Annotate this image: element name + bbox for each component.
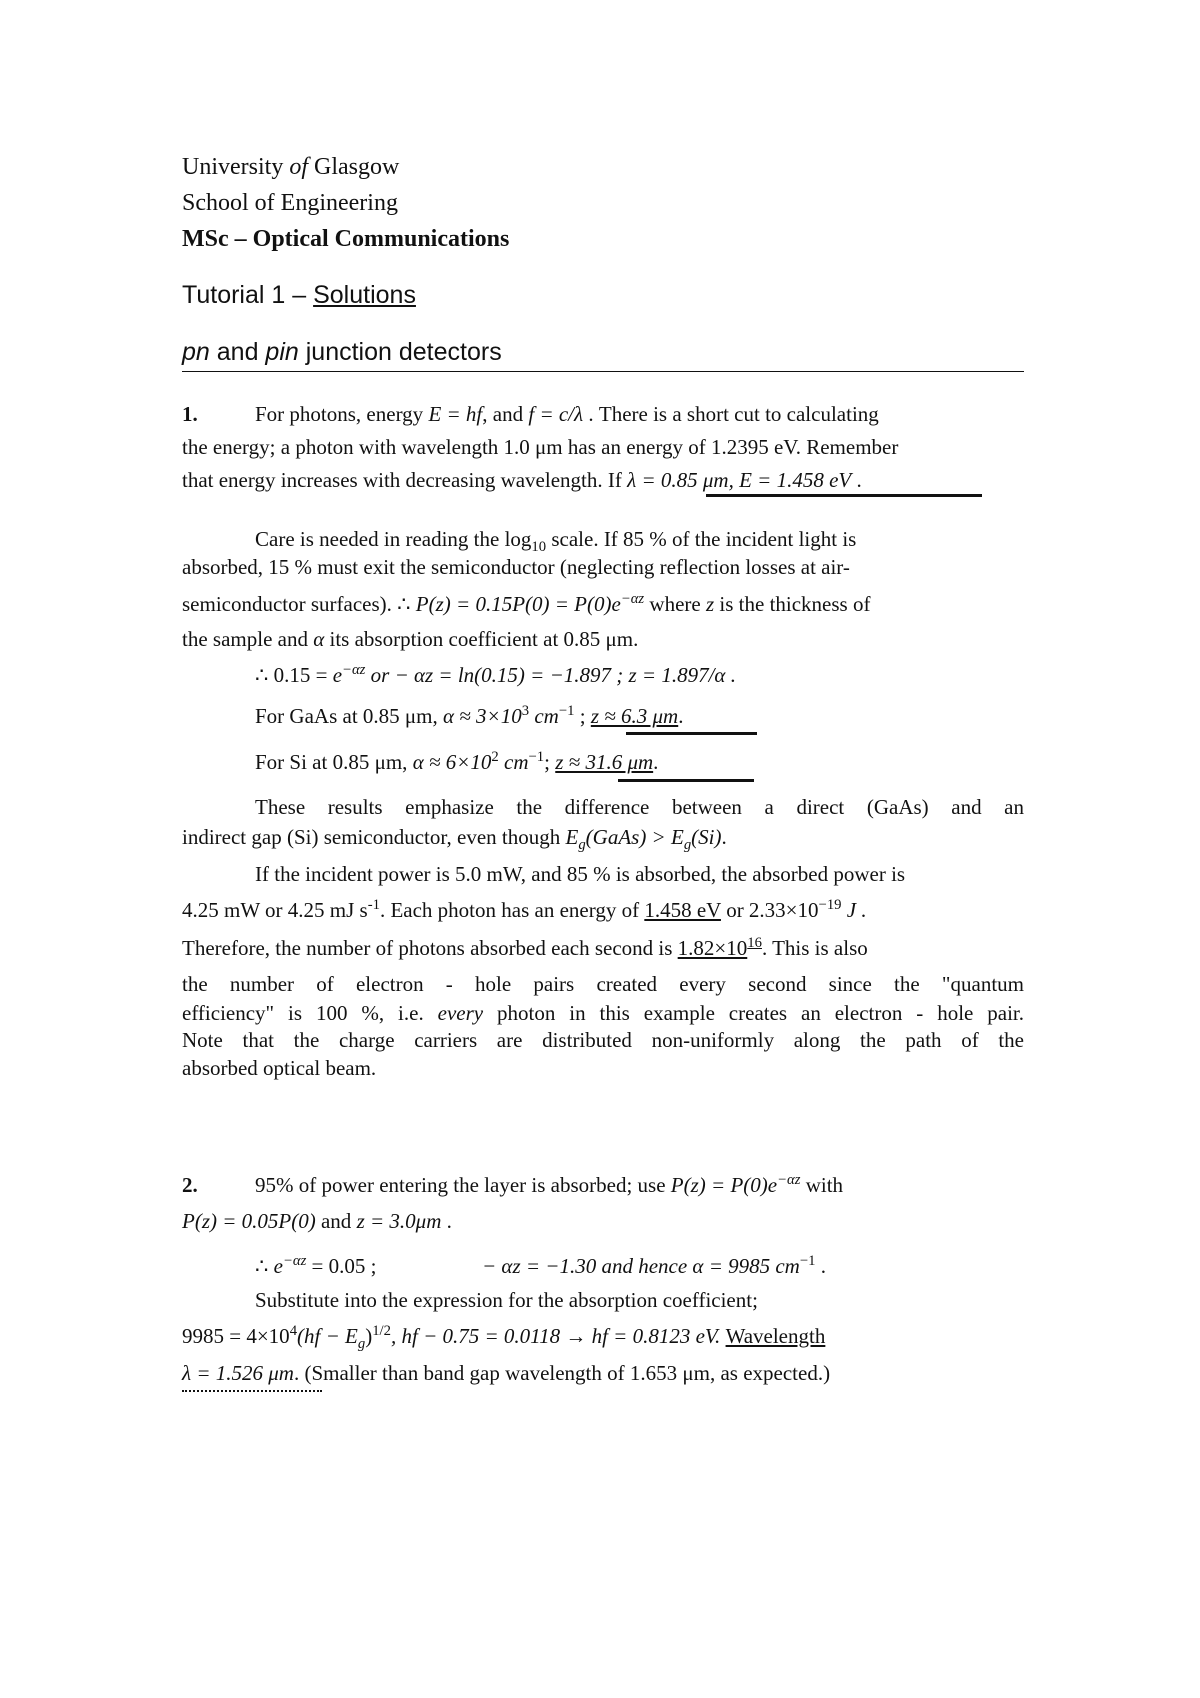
- power-line3: [182, 935, 868, 960]
- power-line6: [182, 1030, 1024, 1051]
- q1-eq-l1-sup: −αz: [342, 662, 366, 678]
- q1-p2-l4-alpha: α: [313, 627, 325, 651]
- results-line1: [255, 797, 1024, 818]
- power-l2-unit: J .: [841, 898, 867, 922]
- topic-pin: pin: [265, 338, 299, 366]
- power-l6-text: Note that the charge carriers are distributed non-uniformly along the path of the: [182, 1028, 1024, 1052]
- power-l5-rest: photon in this example creates an electron - hole pair.: [483, 1001, 1024, 1025]
- power-l2-mid: . Each photon has an energy of: [379, 898, 645, 922]
- q2-line6: [182, 1363, 830, 1384]
- q2-l6-rest: . (Smaller than band gap wavelength of 1.653 μm, as expected.): [293, 1361, 831, 1385]
- topic-rest: junction detectors: [298, 338, 502, 366]
- topic-and: and: [209, 338, 266, 366]
- q2-l1-sup: −αz: [777, 1172, 801, 1188]
- tutorial-prefix: Tutorial 1 –: [182, 281, 314, 309]
- q2-line2: [182, 1211, 452, 1232]
- q1-l3-eq: λ = 0.85 μm, E = 1.458 eV: [627, 468, 852, 492]
- results-l1-text: These results emphasize the difference between a direct (GaAs) and an: [255, 795, 1024, 819]
- eg-si: (Si): [691, 825, 722, 849]
- si-unit-exp: −1: [528, 749, 545, 765]
- q1-p2-l1-text: Care is needed in reading the log: [255, 527, 532, 551]
- q2-l5-half: 1/2: [372, 1323, 391, 1339]
- gaas-unit: cm: [529, 704, 559, 728]
- wavelength-label: Wavelength: [725, 1324, 826, 1348]
- q1-l1-eq-e: E = hf: [428, 402, 483, 426]
- q1-l1-rest: . There is a short cut to calculating: [583, 402, 879, 426]
- q1-p2-line3: [182, 591, 871, 616]
- q2-l3-e: e: [273, 1254, 283, 1278]
- gaas-alpha: α ≈ 3×10: [443, 704, 522, 728]
- university-name: [182, 155, 399, 179]
- q1-p2-line4: [182, 629, 638, 650]
- q2-l5-hf: (hf − E: [297, 1324, 358, 1348]
- results-l2-text: indirect gap (Si) semiconductor, even though: [182, 825, 566, 849]
- q2-l2-eq2: z = 3.0μm: [356, 1209, 442, 1233]
- q1-line1: [255, 404, 879, 425]
- power-l2-exp: −19: [818, 897, 842, 913]
- q1-l1-eq-f: f = c/λ: [528, 402, 584, 426]
- university-glasgow: Glasgow: [308, 154, 400, 180]
- q2-l3-therefore: ∴: [255, 1254, 274, 1278]
- si-end: .: [653, 750, 659, 774]
- q2-line1: [255, 1172, 844, 1197]
- answer-underline-si: [618, 779, 754, 782]
- q2-number: 2.: [182, 1173, 198, 1197]
- q2-line3b: [482, 1253, 826, 1278]
- q1-line3: [182, 470, 862, 491]
- si-exp: 2: [491, 749, 499, 765]
- q1-p2-l3-rest: is the thickness of: [714, 592, 871, 616]
- power-l5-text: efficiency" is 100 %, i.e.: [182, 1001, 438, 1025]
- q2-l3-exp: −1: [799, 1253, 816, 1269]
- q1-l1-text: For photons, energy: [255, 402, 429, 426]
- q1-l1-and: , and: [482, 402, 529, 426]
- q1-eq-l1-text: ∴ 0.15 =: [255, 663, 333, 687]
- eg-sub-1: g: [578, 837, 586, 854]
- si-text: For Si at 0.85 μm,: [255, 750, 413, 774]
- q1-p2-l3-where: where: [644, 592, 706, 616]
- power-l2-sup: -1: [367, 897, 380, 913]
- q1-eq-l1-rest: or − αz = ln(0.15) = −1.897 ; z = 1.897/α .: [365, 663, 736, 687]
- tutorial-title: [182, 283, 416, 308]
- q2-l1-text: 95% of power entering the layer is absorbed; use: [255, 1173, 671, 1197]
- solutions-label: Solutions: [313, 281, 416, 309]
- university-of: of: [289, 154, 308, 180]
- q2-l2-and: and: [315, 1209, 357, 1233]
- heading-rule: [182, 371, 1024, 372]
- q1-p2-l3-text: semiconductor surfaces). ∴: [182, 592, 416, 616]
- q1-p2-l4-rest: its absorption coefficient at 0.85 μm.: [324, 627, 639, 651]
- si-line: [255, 749, 659, 774]
- power-line4: [182, 974, 1024, 995]
- q1-p2-line2: absorbed, 15 % must exit the semiconductor (neglecting reflection losses at air-: [182, 555, 850, 579]
- gaas-end: .: [678, 704, 684, 728]
- q2-l5-paren: ): [365, 1324, 373, 1348]
- q1-l3-end: .: [851, 468, 862, 492]
- wavelength-answer: λ = 1.526 μm: [182, 1361, 294, 1385]
- gaas-answer: z ≈ 6.3 μm: [590, 704, 679, 728]
- course-title: MSc – Optical Communications: [182, 226, 510, 252]
- answer-underline-wavelength: [182, 1390, 322, 1392]
- q1-p2-l3-z: z: [705, 592, 715, 616]
- q1-line2: the energy; a photon with wavelength 1.0 μm has an energy of 1.2395 eV. Remember: [182, 435, 899, 459]
- q2-line3: [255, 1253, 377, 1278]
- q1-p2-l1-rest: scale. If 85 % of the incident light is: [546, 527, 857, 551]
- q2-l5-rest: , hf − 0.75 = 0.0118 → hf = 0.8123 eV.: [390, 1324, 726, 1348]
- power-l4-text: the number of electron - hole pairs created every second since the "quantum: [182, 972, 1024, 996]
- si-answer: z ≈ 31.6 μm: [555, 750, 654, 774]
- photon-count-exp: 16: [747, 935, 762, 951]
- q2-l3-alphaz: − αz = −1.30 and hence: [482, 1254, 693, 1278]
- q1-p2-l3-sup: −αz: [620, 591, 645, 607]
- power-l2-text: 4.25 mW or 4.25 mJ s: [182, 898, 368, 922]
- gaas-unit-exp: −1: [558, 703, 575, 719]
- results-line2: [182, 825, 727, 854]
- photon-energy-answer: 1.458 eV: [644, 898, 721, 922]
- si-alpha: α ≈ 6×10: [412, 750, 492, 774]
- q2-l3-alpha: α = 9985 cm: [692, 1254, 800, 1278]
- q1-p2-l4-text: the sample and: [182, 627, 314, 651]
- answer-underline-gaas: [626, 732, 757, 735]
- q1-l3-text: that energy increases with decreasing wavelength. If: [182, 468, 628, 492]
- answer-underline-energy: [706, 494, 982, 497]
- eg-gaas: (GaAs) > E: [585, 825, 684, 849]
- power-line1: If the incident power is 5.0 mW, and 85 % is absorbed, the absorbed power is: [255, 862, 906, 886]
- q2-l3-end: .: [815, 1254, 826, 1278]
- q2-line4: Substitute into the expression for the absorption coefficient;: [255, 1288, 758, 1312]
- results-l2-end: .: [721, 825, 727, 849]
- q2-l2-eq1: P(z) = 0.05P(0): [182, 1209, 316, 1233]
- gaas-sep: ;: [574, 704, 591, 728]
- power-line2: [182, 897, 867, 922]
- topic-pn: pn: [182, 338, 210, 366]
- q2-l2-end: .: [441, 1209, 452, 1233]
- power-l5-every: every: [437, 1001, 484, 1025]
- q1-eq-line: [255, 662, 736, 687]
- q2-l3-val: = 0.05 ;: [306, 1254, 377, 1278]
- q2-l3-sup: −αz: [282, 1253, 307, 1269]
- eg-symbol-1: E: [565, 825, 579, 849]
- q1-p2-line1: [255, 527, 857, 556]
- q2-l1-eq: P(z) = P(0)e: [670, 1173, 778, 1197]
- power-l2-joules: or 2.33×10: [720, 898, 819, 922]
- gaas-text: For GaAs at 0.85 μm,: [255, 704, 443, 728]
- si-unit: cm: [498, 750, 529, 774]
- university-text: University: [182, 154, 290, 180]
- topic-heading: [182, 340, 502, 365]
- gaas-exp: 3: [521, 703, 530, 719]
- power-l3-rest: . This is also: [761, 936, 868, 960]
- q2-l5-exp: 4: [289, 1323, 298, 1339]
- gaas-line: [255, 703, 684, 728]
- q2-l5-sub: g: [357, 1336, 366, 1353]
- power-line7: absorbed optical beam.: [182, 1056, 377, 1080]
- q1-eq-l1-e: e: [332, 663, 343, 687]
- power-l3-text: Therefore, the number of photons absorbed each second is: [182, 936, 678, 960]
- q2-l5-text: 9985 = 4×10: [182, 1324, 290, 1348]
- eg-sub-2: g: [683, 837, 692, 854]
- q1-p2-l3-eq: P(z) = 0.15P(0) = P(0)e: [415, 592, 621, 616]
- q2-line5: [182, 1323, 826, 1353]
- school-name: School of Engineering: [182, 190, 398, 216]
- power-line5: [182, 1003, 1024, 1024]
- photon-count-answer: 1.82×10: [677, 936, 748, 960]
- q1-number: 1.: [182, 402, 198, 426]
- si-sep: ;: [544, 750, 556, 774]
- log-subscript: 10: [531, 539, 547, 556]
- q2-l1-with: with: [800, 1173, 844, 1197]
